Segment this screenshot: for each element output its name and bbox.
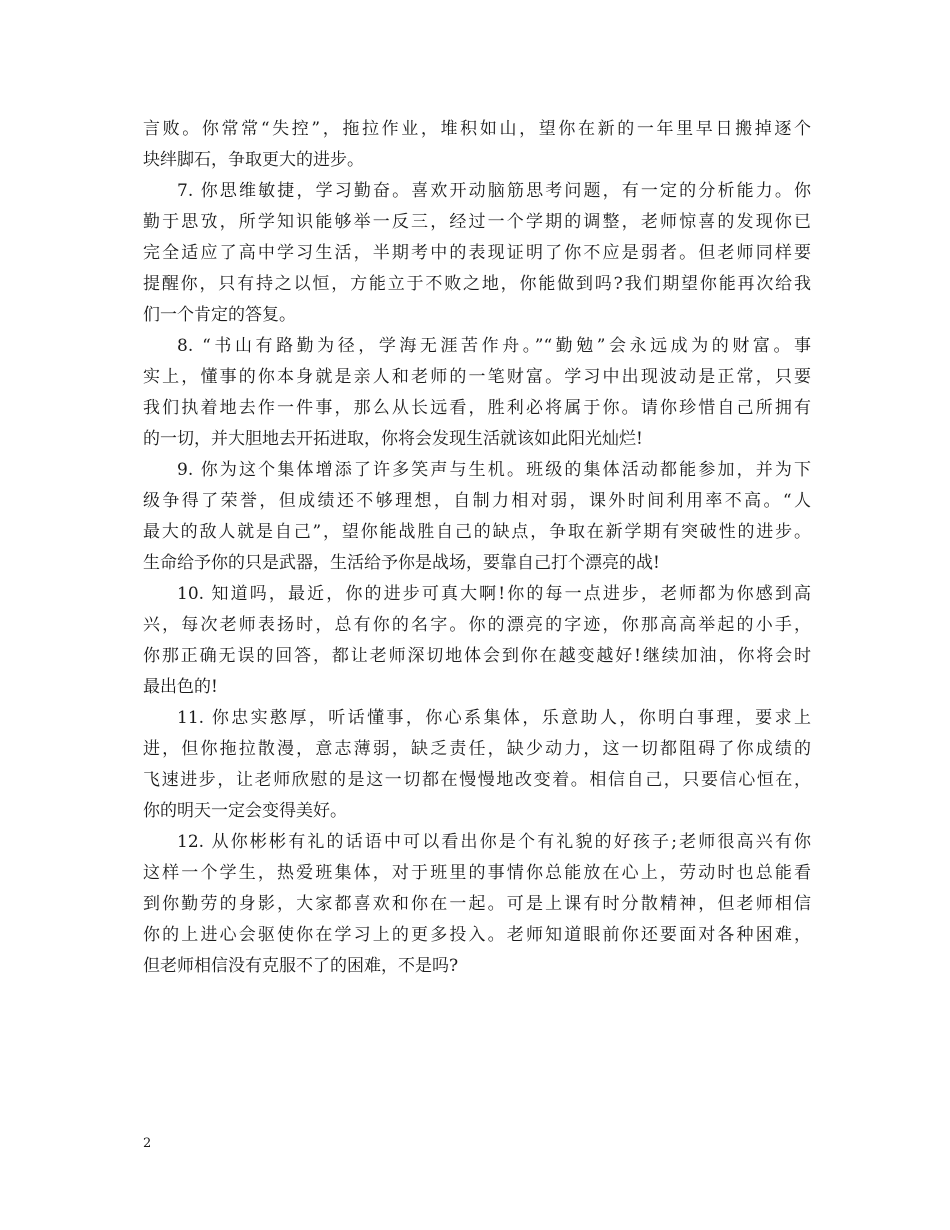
text-line: 你的明天一定会变得美好。 [143,801,347,821]
text-line: 勤于思攷，所学知识能够举一反三，经过一个学期的调整，老师惊喜的发现你已 [143,212,811,232]
text-line: 进，但你拖拉散漫，意志薄弱，缺乏责任，缺少动力，这一切都阻碍了你成绩的 [143,739,811,759]
text-line: 块绊脚石，争取更大的进步。 [143,150,364,170]
text-line: 11. 你忠实憨厚，听话懂事，你心系集体，乐意助人，你明白事理，要求上 [177,708,811,728]
text-line: 但老师相信没有克服不了的困难，不是吗? [143,956,459,976]
text-line: 兴，每次老师表扬时，总有你的名字。你的漂亮的字迹，你那高高举起的小手， [143,615,811,635]
text-line: 完全适应了高中学习生活，半期考中的表现证明了你不应是弱者。但老师同样要 [143,243,811,263]
text-line: 9. 你为这个集体增添了许多笑声与生机。班级的集体活动都能参加，并为下 [177,460,811,480]
text-line: 你的上进心会驱使你在学习上的更多投入。老师知道眼前你还要面对各种困难， [143,925,811,945]
text-line: 12. 从你彬彬有礼的话语中可以看出你是个有礼貌的好孩子;老师很高兴有你 [177,832,811,852]
text-line: 你那正确无误的回答，都让老师深切地体会到你在越变越好!继续加油，你将会时 [143,646,811,666]
text-line: 最出色的! [143,677,218,697]
document-body [143,114,811,982]
text-line: 7. 你思维敏捷，学习勤奋。喜欢开动脑筋思考问题，有一定的分析能力。你 [177,181,811,201]
text-line: 级争得了荣誉，但成绩还不够理想，自制力相对弱，课外时间利用率不高。“人 [143,491,811,511]
text-line: 飞速进步，让老师欣慰的是这一切都在慢慢地改变着。相信自己，只要信心恒在， [143,770,811,790]
text-line: 实上，懂事的你本身就是亲人和老师的一笔财富。学习中出现波动是正常，只要 [143,367,811,387]
text-line: 提醒你，只有持之以恒，方能立于不败之地，你能做到吗?我们期望你能再次给我 [143,274,811,294]
text-line: 8. “书山有路勤为径，学海无涯苦作舟。”“勤勉”会永远成为的财富。事 [177,336,811,356]
text-line: 我们执着地去作一件事，那么从长远看，胜利必将属于你。请你珍惜自己所拥有 [143,398,811,418]
page-number: 2 [143,1136,152,1151]
text-line: 最大的敌人就是自己”，望你能战胜自己的缺点，争取在新学期有突破性的进步。 [143,522,811,542]
text-line: 们一个肯定的答复。 [143,305,296,325]
text-line: 这样一个学生，热爱班集体，对于班里的事情你总能放在心上，劳动时也总能看 [143,863,811,883]
text-line: 的一切，并大胆地去开拓进取，你将会发现生活就该如此阳光灿烂! [143,429,643,449]
text-line: 到你勤劳的身影，大家都喜欢和你在一起。可是上课有时分散精神，但老师相信 [143,894,811,914]
text-line: 10. 知道吗，最近，你的进步可真大啊!你的每一点进步，老师都为你感到高 [177,584,811,604]
text-line: 言败。你常常“失控”，拖拉作业，堆积如山，望你在新的一年里早日搬掉逐个 [143,119,811,139]
text-line: 生命给予你的只是武器，生活给予你是战场，要靠自己打个漂亮的战! [143,553,660,573]
